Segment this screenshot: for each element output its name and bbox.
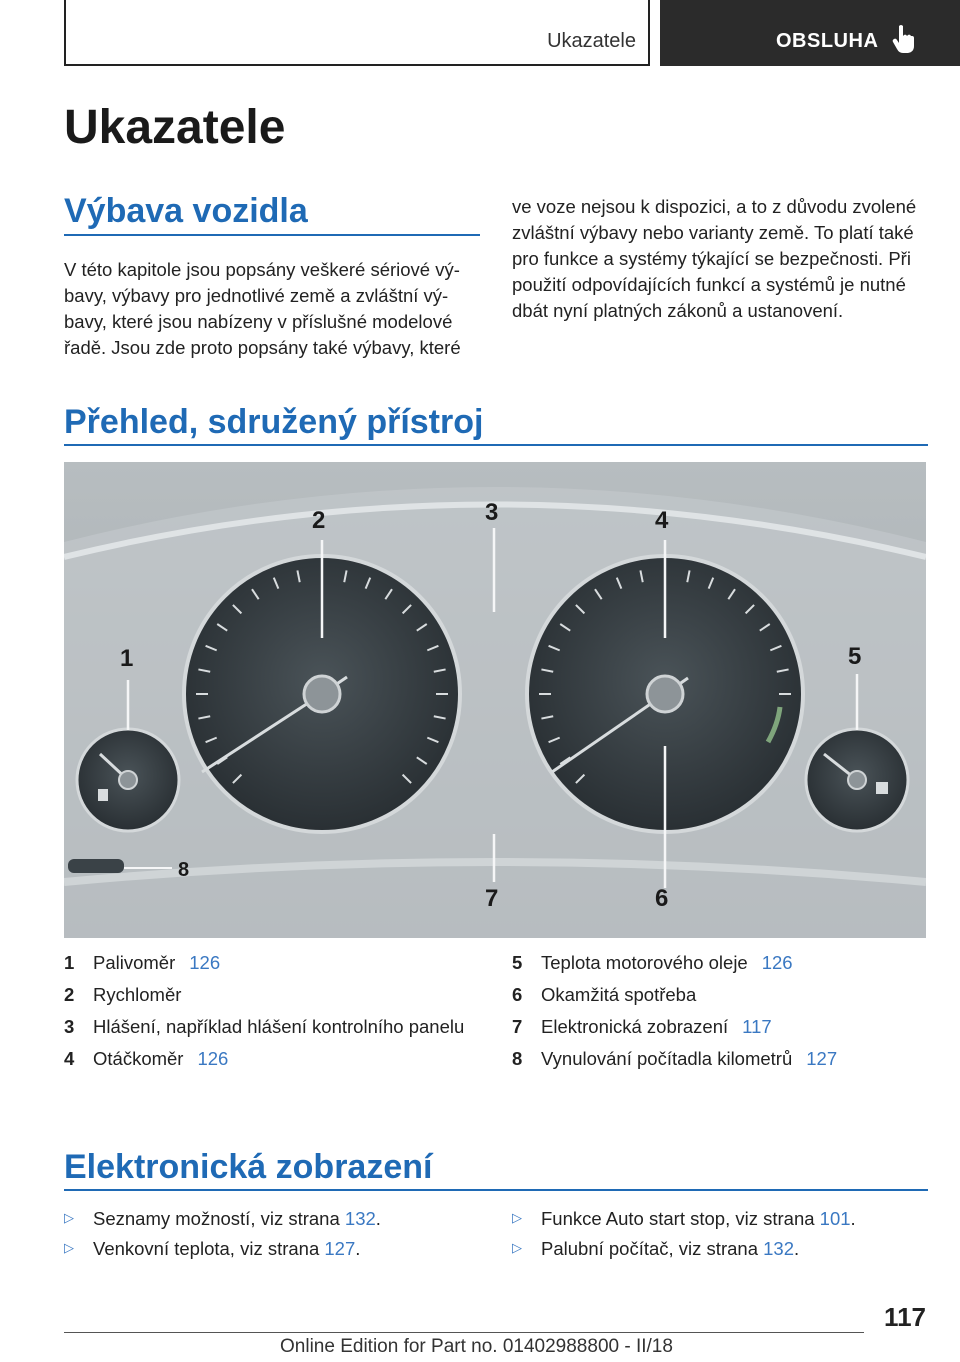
legend-label: Elektronická zobrazení bbox=[541, 1016, 729, 1037]
text-line: V této kapitole jsou popsány veškeré sériové vý‐ bbox=[64, 259, 460, 280]
legend-label: Hlášení, například hlášení kontrolního panelu bbox=[93, 1016, 465, 1037]
list-item-text: Funkce Auto start stop, viz strana bbox=[541, 1208, 820, 1229]
legend-col1 bbox=[64, 952, 484, 1082]
page-ref-link[interactable]: 127 bbox=[324, 1238, 356, 1259]
triangle-bullet-icon: ▷ bbox=[64, 1240, 74, 1255]
bullet-list-col1 bbox=[64, 1208, 484, 1268]
header-chapter-box bbox=[660, 0, 960, 66]
text-line: bavy, výbavy pro jednotlivé země a zvláštní vý‐ bbox=[64, 285, 449, 306]
legend-number: 6 bbox=[512, 984, 523, 1005]
page-ref-link[interactable]: 117 bbox=[742, 1016, 772, 1037]
section-rule-elektronicka bbox=[64, 1189, 928, 1191]
header-section-box bbox=[64, 0, 650, 66]
section-rule-vybava bbox=[64, 234, 480, 236]
page-ref-link[interactable]: 126 bbox=[761, 952, 793, 973]
legend-number: 4 bbox=[64, 1048, 75, 1069]
list-item-text: Palubní počítač, viz strana bbox=[541, 1238, 764, 1259]
list-item-text: Seznamy možností, viz strana bbox=[93, 1208, 345, 1229]
section-rule-prehled bbox=[64, 444, 928, 446]
legend-number: 8 bbox=[512, 1048, 523, 1069]
hand-pointer-icon bbox=[892, 24, 916, 54]
intro-paragraph-col1 bbox=[64, 257, 461, 361]
bullet-list-col2 bbox=[512, 1208, 932, 1268]
header-section-label: Ukazatele bbox=[547, 30, 636, 52]
page-title: Ukazatele bbox=[64, 101, 286, 154]
page-ref-link[interactable]: 132 bbox=[763, 1238, 794, 1259]
legend-label: Palivoměr bbox=[93, 952, 176, 973]
callout-3: 3 bbox=[485, 499, 499, 526]
legend-number: 1 bbox=[64, 952, 75, 973]
triangle-bullet-icon: ▷ bbox=[512, 1240, 522, 1255]
legend-label: Vynulování počítadla kilometrů bbox=[541, 1048, 793, 1069]
section-title-prehled: Přehled, sdružený přístroj bbox=[64, 403, 484, 441]
page-ref-link[interactable]: 127 bbox=[806, 1048, 838, 1069]
callout-8: 8 bbox=[178, 859, 190, 881]
page-ref-link[interactable]: 126 bbox=[189, 952, 221, 973]
text-line: zvláštní výbavy nebo varianty země. To platí také bbox=[512, 222, 914, 243]
section-title-vybava: Výbava vozidla bbox=[64, 192, 308, 230]
text-line: použití odpovídajících funkcí a systémů je nutné bbox=[512, 274, 906, 295]
legend-col2 bbox=[512, 952, 932, 1082]
intro-paragraph-col2 bbox=[512, 194, 916, 324]
header-chapter-label: OBSLUHA bbox=[776, 30, 879, 52]
callout-2: 2 bbox=[312, 507, 326, 534]
instrument-cluster-illustration bbox=[64, 462, 926, 938]
callout-1: 1 bbox=[120, 645, 134, 672]
list-item-end: . bbox=[375, 1208, 381, 1229]
callout-6: 6 bbox=[655, 885, 669, 912]
list-item-end: . bbox=[850, 1208, 856, 1229]
legend-number: 3 bbox=[64, 1016, 75, 1037]
legend-label: Rychloměr bbox=[93, 984, 182, 1005]
section-title-elektronicka: Elektronická zobrazení bbox=[64, 1148, 433, 1186]
instrument-cluster-drawing bbox=[64, 462, 926, 938]
page-header bbox=[64, 0, 960, 66]
text-line: ve voze nejsou k dispozici, a to z důvodu zvolené bbox=[512, 196, 917, 217]
legend-number: 5 bbox=[512, 952, 523, 973]
legend-number: 2 bbox=[64, 984, 75, 1005]
list-item-end: . bbox=[355, 1238, 361, 1259]
page-ref-link[interactable]: 101 bbox=[819, 1208, 851, 1229]
list-item-text: Venkovní teplota, viz strana bbox=[93, 1238, 325, 1259]
page-ref-link[interactable]: 132 bbox=[344, 1208, 376, 1229]
legend-label: Okamžitá spotřeba bbox=[541, 984, 697, 1005]
legend-number: 7 bbox=[512, 1016, 523, 1037]
text-line: řadě. Jsou zde proto popsány také výbavy, které bbox=[64, 337, 461, 358]
footer-edition-text: Online Edition for Part no. 01402988800 - II/18 bbox=[280, 1336, 673, 1357]
callout-7: 7 bbox=[485, 885, 499, 912]
callout-5: 5 bbox=[848, 643, 862, 670]
page-number: 117 bbox=[884, 1302, 926, 1332]
legend-label: Otáčkoměr bbox=[93, 1048, 184, 1069]
legend-label: Teplota motorového oleje bbox=[541, 952, 748, 973]
triangle-bullet-icon: ▷ bbox=[64, 1210, 74, 1225]
text-line: dbát nyní platných zákonů a ustanovení. bbox=[512, 300, 844, 321]
list-item-end: . bbox=[794, 1238, 800, 1259]
page-ref-link[interactable]: 126 bbox=[197, 1048, 229, 1069]
text-line: pro funkce a systémy týkající se bezpečnosti. Při bbox=[512, 248, 911, 269]
text-line: bavy, které jsou nabízeny v příslušné modelové bbox=[64, 311, 453, 332]
callout-4: 4 bbox=[655, 507, 669, 534]
triangle-bullet-icon: ▷ bbox=[512, 1210, 522, 1225]
footer-rule bbox=[64, 1332, 864, 1333]
